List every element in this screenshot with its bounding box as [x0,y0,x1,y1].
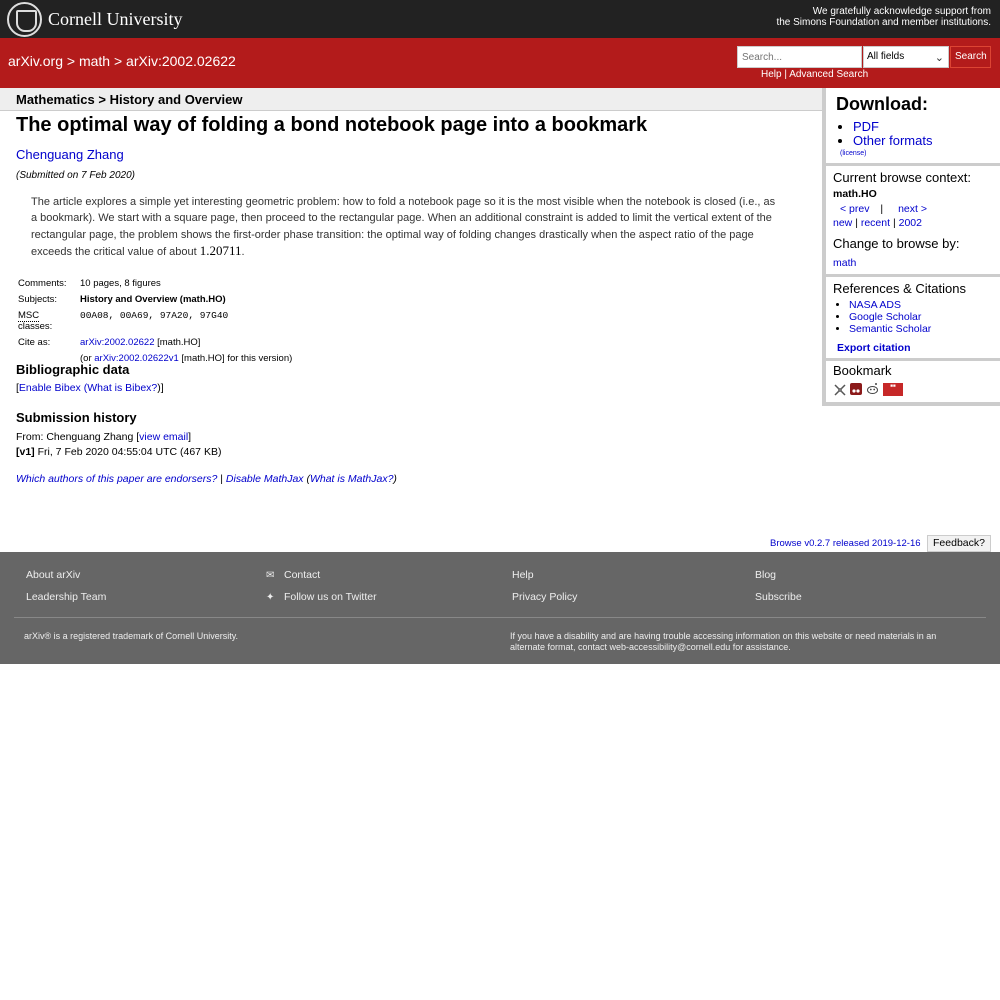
contact-link[interactable]: ✉ Contact [266,569,321,581]
listing-nav: new | recent | 2002 [833,217,922,229]
submitter: From: Chenguang Zhang [view email] [16,431,192,443]
google-scholar-link[interactable]: Google Scholar [849,311,922,323]
reddit-icon[interactable] [866,382,879,395]
list-item [853,120,932,134]
search-field-select[interactable] [863,46,949,68]
cite-value: arXiv:2002.02622 [math.HO] [80,337,201,348]
subjects-label: Subjects: [18,294,58,305]
year-link[interactable]: 2002 [898,217,922,229]
other-formats-link[interactable]: Other formats [853,133,933,148]
accessibility-notice: If you have a disability and are having trouble accessing information on this website or need materials in an alternate format, contact web-accessibility@cornell.edu for assistance. [510,631,937,652]
footer-help-link[interactable]: Help [512,569,534,581]
abstract-math: 1.20711 [199,242,242,258]
acknowledgement[interactable] [776,6,991,28]
list-item [853,134,932,148]
crumb-arxiv[interactable]: arXiv.org [8,53,63,69]
subjects-value: History and Overview (math.HO) [80,294,226,305]
browse-context-label: Current browse context: [833,170,972,185]
sidebar [822,88,1000,406]
search-form [736,46,992,68]
feedback-button[interactable]: Feedback? [927,535,991,552]
author-link[interactable] [16,147,124,162]
msc-value: 00A08, 00A69, 97A20, 97G40 [80,310,229,321]
search-button[interactable]: Search [950,46,991,68]
chevron-down-icon: ⌄ [934,52,944,64]
change-browse-label: Change to browse by: [833,236,960,251]
cornell-logo-text[interactable]: Cornell University [48,9,183,29]
version-value: (or arXiv:2002.02622v1 [math.HO] for this version) [80,353,293,364]
search-field-value: All fields [867,51,905,62]
paper-title: The optimal way of folding a bond notebook page into a bookmark [16,114,648,136]
download-list [838,120,932,148]
view-email-link[interactable]: view email [139,431,189,443]
subscribe-link[interactable]: Subscribe [755,591,802,603]
cite-link[interactable]: arXiv:2002.02622 [80,337,155,348]
ack-line-1: We gratefully acknowledge support from [812,6,991,17]
bookmark-box [826,361,1000,402]
advanced-search-link[interactable]: Advanced Search [789,69,869,80]
subject-path: Mathematics > History and Overview [16,92,243,107]
download-heading: Download: [836,94,928,114]
list-item [849,323,931,335]
bibex-toggle: [Enable Bibex (What is Bibex?)] [16,382,164,394]
table-row [16,308,294,335]
references-list [834,299,931,335]
version-link[interactable]: arXiv:2002.02622v1 [94,353,179,364]
prev-link[interactable]: < prev [840,203,870,215]
math-browse-link[interactable]: math [833,257,857,269]
list-item [849,311,931,323]
browse-context-value: math.HO [833,188,877,200]
version-label: [v1] [16,446,35,458]
what-is-bibex-link[interactable]: What is Bibex? [87,382,158,394]
table-row [16,335,294,351]
next-link[interactable]: next > [898,203,927,215]
submission-history [16,430,221,460]
submission-date: (Submitted on 7 Feb 2020) [16,170,135,181]
export-box [826,338,1000,358]
trademark-notice: arXiv® is a registered trademark of Cornell University. [24,631,239,641]
new-link[interactable]: new [833,217,853,229]
license-link[interactable]: (license) [840,150,867,157]
twitter-icon: ✦ [266,592,275,603]
search-input[interactable] [737,46,862,68]
references-heading: References & Citations [833,281,966,296]
metadata-table [16,276,294,367]
footer-divider [14,617,986,618]
submission-history-heading: Submission history [16,410,137,425]
references-box [826,277,1000,345]
author-name[interactable]: Chenguang Zhang [16,147,124,162]
prev-next-nav: < prev | next > [840,203,927,215]
blog-link[interactable]: Blog [755,569,777,581]
endorse-links: Which authors of this paper are endorsers? | Disable MathJax (What is MathJax?) [16,473,397,485]
table-row [16,292,294,308]
crumb-paper-id[interactable]: arXiv:2002.02622 [126,53,236,69]
envelope-icon: ✉ [266,570,275,581]
arxiv-header [0,38,1000,88]
comments-label: Comments: [18,278,67,289]
leadership-link[interactable]: Leadership Team [26,591,107,603]
msc-abbr: MSC [18,310,40,321]
browse-context-box [826,166,1000,274]
comments-value: 10 pages, 8 figures [80,278,161,289]
twitter-link[interactable]: ✦ Follow us on Twitter [266,591,377,603]
privacy-link[interactable]: Privacy Policy [512,591,578,603]
bibliographic-heading: Bibliographic data [16,362,130,377]
about-link[interactable]: About arXiv [26,569,81,581]
abstract: The article explores a simple yet interesting geometric problem: how to fold a notebook page so it is the most visible when the notebook is closed (i.e., as a bookmark). We start with a square page, then proceed to the rectangular page. When an additional constraint is added to limit the vertical extent of the rectangular page, the problem shows the first-order phase transition: the optimal way of folding changes drastically when the aspect ratio of the page exceeds the critical value of about 1.20711. [31,196,776,258]
download-box [826,88,1000,163]
breadcrumb: arXiv.org > math > arXiv:2002.02622 [8,53,236,69]
cite-label: Cite as: [18,337,51,348]
ack-line-2: the Simons Foundation and member institutions. [776,17,991,28]
what-is-mathjax-link[interactable]: What is MathJax? [309,473,394,485]
help-link[interactable]: Help [761,69,782,80]
msc-label: MSC classes: [18,310,53,332]
nasa-ads-link[interactable]: NASA ADS [849,299,901,311]
cornell-seal-icon[interactable] [7,2,42,37]
endorsers-link[interactable]: Which authors of this paper are endorsers? [16,473,218,485]
sciencewise-icon[interactable]: ■■ [883,383,903,396]
version-entry: [v1] Fri, 7 Feb 2020 04:55:04 UTC (467 KB) [16,446,222,458]
disable-mathjax-link[interactable]: Disable MathJax [225,473,304,485]
pdf-link[interactable]: PDF [853,119,879,134]
crumb-math[interactable]: math [78,53,111,69]
enable-bibex-link[interactable]: Enable Bibex [18,382,81,394]
bookmark-heading: Bookmark [833,363,892,378]
bibsonomy-icon[interactable] [834,383,846,395]
cornell-banner [0,0,1000,38]
footer [0,552,1000,664]
search-links: Help | Advanced Search [761,69,869,80]
subject-header [0,88,822,111]
export-citation-link[interactable]: Export citation [837,342,911,354]
list-item [849,299,931,311]
table-row [16,276,294,292]
browse-version-link[interactable]: Browse v0.2.7 released 2019-12-16 [770,538,921,549]
abstract-text: The article explores a simple yet interesting geometric problem: how to fold a notebook page so it is the most visible when the notebook is closed (i.e., as a bookmark). We start with a square page, then proceed to the rectangular page. When an additional constraint is added to limit the vertical extent of the rectangular page, the problem shows the first-order phase transition: the optimal way of folding changes drastically when the aspect ratio of the page exceeds the critical value of about [31,196,776,258]
mendeley-icon[interactable] [850,383,862,395]
semantic-scholar-link[interactable]: Semantic Scholar [849,323,932,335]
recent-link[interactable]: recent [860,217,891,229]
